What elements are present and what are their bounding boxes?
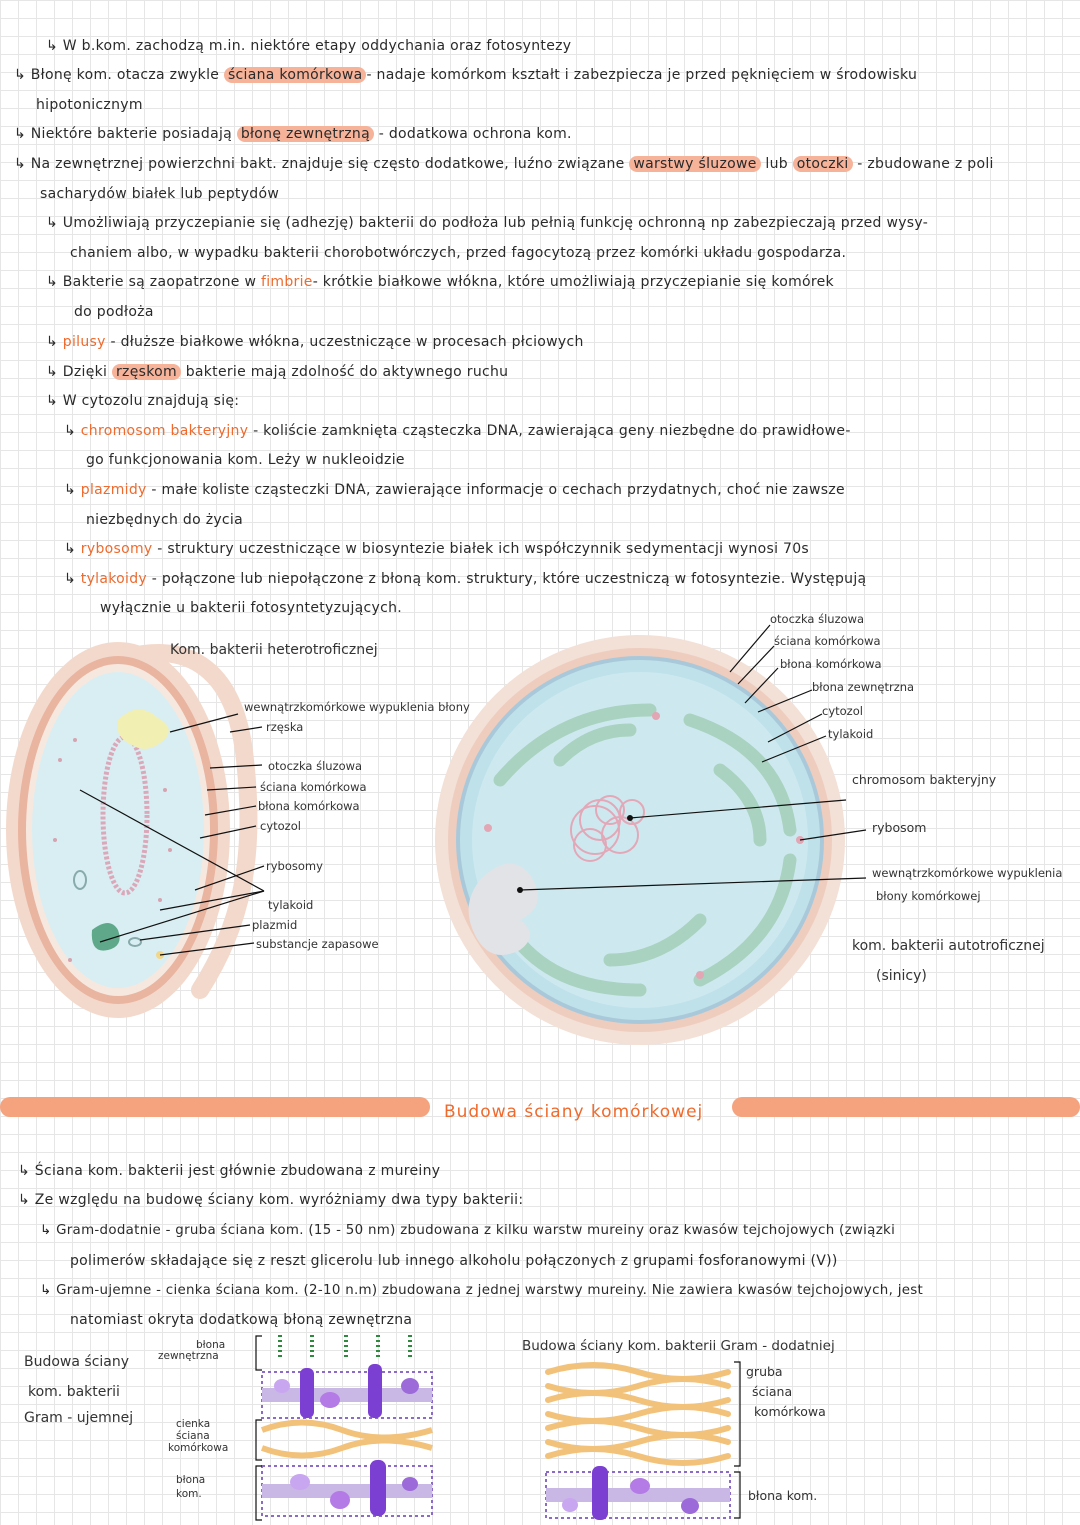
- label-capsule: otoczka śluzowa: [770, 612, 865, 626]
- note-line: ↳ W cytozolu znajdują się:: [46, 393, 240, 409]
- note-line: ↳ Błonę kom. otacza zwykle ściana komórkowa - nadaje komórkom kształt i zabezpiecza je przed pęknięciem w środowisku: [14, 67, 918, 83]
- note-line: do podłoża: [74, 304, 154, 320]
- gram-positive-drawing: [546, 1362, 740, 1520]
- orange-term: rybosomy: [80, 541, 153, 557]
- note-line: ↳ pilusy - dłuższe białkowe włókna, uczestniczące w procesach płciowych: [46, 334, 584, 350]
- label-thick-wall: gruba: [746, 1364, 783, 1379]
- note-line: go funkcjonowania kom. Leży w nukleoidzie: [86, 452, 405, 468]
- label-membrane: błona: [176, 1474, 206, 1486]
- label-plasmid: plazmid: [252, 918, 298, 932]
- note-line: ↳ Dzięki rzęskom bakterie mają zdolność do aktywnego ruchu: [46, 364, 509, 380]
- highlight-term: ściana komórkowa: [224, 67, 367, 83]
- label-outer-membrane: błona zewnętrzna: [812, 680, 915, 694]
- orange-term: plazmidy: [80, 482, 147, 498]
- label-cytosol: cytozol: [822, 704, 863, 718]
- label-ribosomes: rybosomy: [266, 859, 323, 873]
- label-flagellum: rzęska: [266, 720, 304, 734]
- note-line: chaniem albo, w wypadku bakterii chorobotwórczych, przed fagocytozą przez komórki układu gospodarza.: [70, 245, 847, 261]
- label-outer-membrane-2: zewnętrzna: [158, 1350, 219, 1362]
- label-thick-wall-3: komórkowa: [754, 1404, 826, 1419]
- label-chromosome: chromosom bakteryjny: [852, 772, 997, 787]
- label-membrane-folds: wewnątrzkomórkowe wypuklenia błony: [244, 700, 470, 714]
- label-cell-wall: ściana komórkowa: [774, 634, 881, 648]
- orange-term: pilusy: [62, 334, 106, 350]
- label-ribosome: rybosom: [872, 820, 927, 835]
- section-title: Budowa ściany komórkowej: [444, 1102, 704, 1122]
- note-line: niezbędnych do życia: [86, 512, 243, 528]
- gram-negative-title-3: Gram - ujemnej: [24, 1410, 134, 1426]
- label-cell-wall: ściana komórkowa: [260, 780, 367, 794]
- label-membrane-folds: wewnątrzkomórkowe wypuklenia: [872, 866, 1063, 880]
- highlight-term: błonę zewnętrzną: [237, 126, 374, 142]
- orange-term: fimbrie: [260, 274, 313, 290]
- label-thylakoid: tylakoid: [268, 898, 314, 912]
- label-membrane: błona kom.: [748, 1488, 818, 1503]
- note-line: ↳ W b.kom. zachodzą m.in. niektóre etapy oddychania oraz fotosyntezy: [46, 38, 572, 54]
- orange-term: tylakoidy: [80, 571, 147, 587]
- note-line: ↳ chromosom bakteryjny - koliście zamknięta cząsteczka DNA, zawierająca geny niezbędne do prawidłowe-: [64, 423, 851, 439]
- label-cytosol: cytozol: [260, 819, 301, 833]
- note-line: ↳ Ściana kom. bakterii jest głównie zbudowana z mureiny: [18, 1163, 441, 1179]
- note-line: natomiast okryta dodatkową błoną zewnętrzna: [70, 1312, 413, 1328]
- label-thin-wall: cienka: [176, 1418, 211, 1430]
- autotroph-caption-2: (sinicy): [876, 968, 927, 984]
- heterotroph-title: Kom. bakterii heterotroficznej: [170, 642, 378, 658]
- note-line: ↳ Bakterie są zaopatrzone w fimbrie- krótkie białkowe włókna, które umożliwiają przyczepianie się komórek: [46, 274, 834, 290]
- gram-negative-title-2: kom. bakterii: [28, 1384, 120, 1400]
- note-line: wyłącznie u bakterii fotosyntetyzujących.: [100, 600, 403, 616]
- note-line: sacharydów białek lub peptydów: [40, 186, 280, 202]
- label-cell-membrane: błona komórkowa: [258, 799, 360, 813]
- note-line: ↳ plazmidy - małe koliste cząsteczki DNA, zawierające informacje o cechach przydatnych, choć nie zawsze: [64, 482, 845, 498]
- label-thylakoid: tylakoid: [828, 727, 874, 741]
- note-line: ↳ Niektóre bakterie posiadają błonę zewnętrzną - dodatkowa ochrona kom.: [14, 126, 572, 142]
- gram-negative-drawing: [256, 1335, 432, 1520]
- highlight-term: rzęskom: [112, 364, 181, 380]
- label-thick-wall-2: ściana: [752, 1384, 793, 1399]
- autotroph-caption: kom. bakterii autotroficznej: [852, 938, 1045, 954]
- note-line: polimerów składające się z reszt glicerolu lub innego alkoholu połączonych z grupami fosforanowymi (V)): [70, 1253, 838, 1269]
- label-reserve: substancje zapasowe: [256, 937, 379, 951]
- note-line: hipotonicznym: [36, 97, 143, 113]
- label-outer-membrane: błona: [196, 1339, 226, 1351]
- orange-term: chromosom bakteryjny: [80, 423, 249, 439]
- highlight-term: warstwy śluzowe: [629, 156, 760, 172]
- gram-positive-title: Budowa ściany kom. bakterii Gram - dodatniej: [522, 1338, 835, 1354]
- gram-negative-title: Budowa ściany: [24, 1354, 130, 1370]
- label-thin-wall-3: komórkowa: [168, 1442, 229, 1454]
- label-capsule: otoczka śluzowa: [268, 759, 363, 773]
- note-line: ↳ Ze względu na budowę ściany kom. wyróżniamy dwa typy bakterii:: [18, 1192, 524, 1208]
- label-cell-membrane: błona komórkowa: [780, 657, 882, 671]
- note-line: ↳ Gram-dodatnie - gruba ściana kom. (15 - 50 nm) zbudowana z kilku warstw mureiny oraz kwasów tejchojowych (związki: [40, 1223, 896, 1238]
- note-line: ↳ Umożliwiają przyczepianie się (adhezję) bakterii do podłoża lub pełnią funkcję ochronną np zabezpieczają przed wysy-: [46, 215, 929, 231]
- label-thin-wall-2: ściana: [176, 1430, 210, 1442]
- label-membrane-2: kom.: [176, 1488, 202, 1500]
- highlight-term: otoczki: [793, 156, 853, 172]
- note-line: ↳ Gram-ujemne - cienka ściana kom. (2-10 n.m) zbudowana z jednej warstwy mureiny. Nie zawiera kwasów tejchojowych, jest: [40, 1283, 924, 1298]
- note-line: ↳ tylakoidy - połączone lub niepołączone z błoną kom. struktury, które uczestniczą w fotosyntezie. Występują: [64, 571, 867, 587]
- label-membrane-folds-2: błony komórkowej: [876, 889, 981, 903]
- note-line: ↳ rybosomy - struktury uczestniczące w biosyntezie białek ich współczynnik sedymentacji wynosi 70s: [64, 541, 810, 557]
- note-line: ↳ Na zewnętrznej powierzchni bakt. znajduje się często dodatkowe, luźno związane warstwy śluzowe lub otoczki - zbudowane z poli: [14, 156, 994, 172]
